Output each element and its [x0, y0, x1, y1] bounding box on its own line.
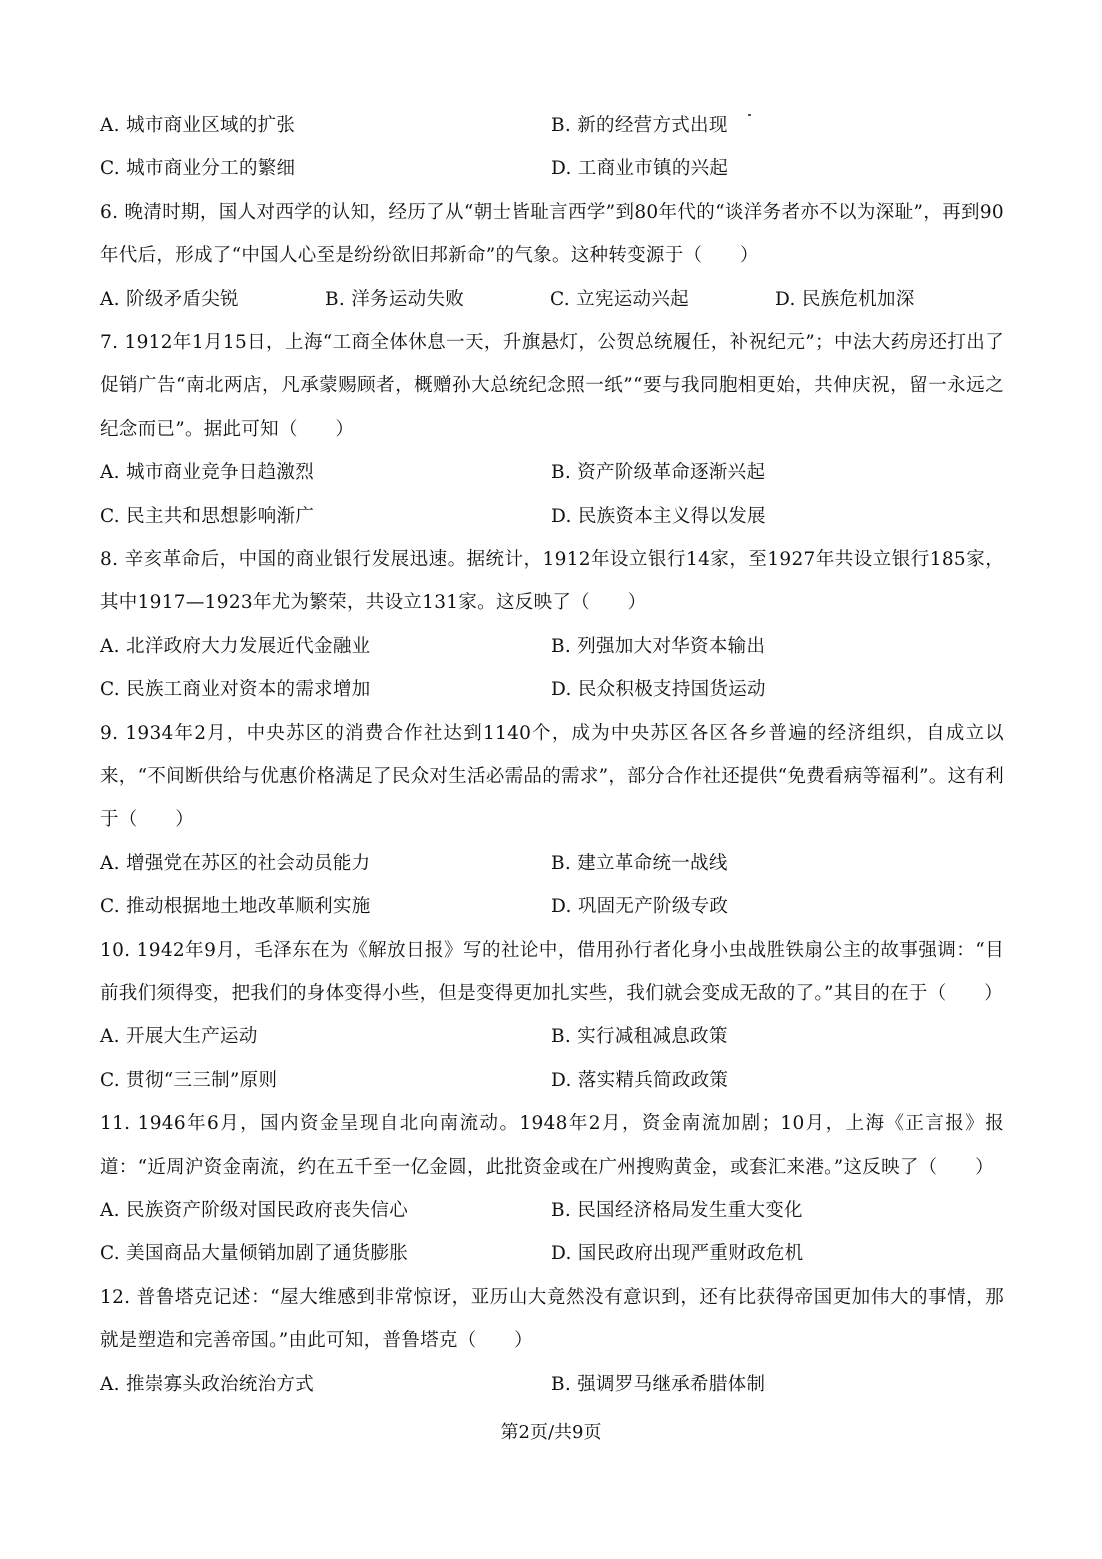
q11-stem: 11. 1946年6月，国内资金呈现自北向南流动。1948年2月，资金南流加剧；10月，上海《正言报》报道：“近周沪资金南流，约在五千至一亿金圆，此批资金或在广州搜购黄金，或套汇来港。”这反映了（ ）: [100, 1113, 1004, 1178]
q7-option-d[interactable]: D. 民族资本主义得以发展: [551, 505, 766, 527]
q6-option-a[interactable]: A. 阶级矛盾尖锐: [100, 288, 239, 310]
q9-option-c[interactable]: C. 推动根据地土地改革顺利实施: [100, 896, 371, 918]
q9-option-d[interactable]: D. 巩固无产阶级专政: [551, 896, 729, 918]
q11-option-c[interactable]: C. 美国商品大量倾销加剧了通货膨胀: [100, 1243, 409, 1265]
q11-option-a[interactable]: A. 民族资产阶级对国民政府丧失信心: [100, 1199, 409, 1221]
q12-option-b[interactable]: B. 强调罗马继承希腊体制: [551, 1373, 766, 1395]
q7-options-row-1: [100, 451, 1004, 494]
q10-option-b[interactable]: B. 实行减租减息政策: [551, 1026, 728, 1048]
q6-option-b[interactable]: B. 洋务运动失败: [325, 288, 465, 310]
q9-option-b[interactable]: B. 建立革命统一战线: [551, 852, 728, 874]
q8-stem: 8. 辛亥革命后，中国的商业银行发展迅速。据统计，1912年设立银行14家，至1927年共设立银行185家，其中1917—1923年尤为繁荣，共设立131家。这反映了（ ）: [100, 548, 1004, 614]
q8-option-c[interactable]: C. 民族工商业对资本的需求增加: [100, 679, 371, 701]
q12-options-row-1: [100, 1363, 1004, 1406]
q8-option-a[interactable]: A. 北洋政府大力发展近代金融业: [100, 635, 371, 657]
q5-option-a[interactable]: A. 城市商业区域的扩张: [100, 115, 296, 136]
q10-stem: 10. 1942年9月，毛泽东在为《解放日报》写的社论中，借用孙行者化身小虫战胜铁扇公主的故事强调：“目前我们须得变，把我们的身体变得小些，但是变得更加扎实些，我们就会变成无敌的了。”其目的在于（ ）: [100, 939, 1004, 1004]
q10-option-c[interactable]: C. 贯彻“三三制”原则: [100, 1069, 278, 1091]
q6-option-d[interactable]: D. 民族危机加深: [775, 288, 915, 310]
q12-stem: 12. 普鲁塔克记述：“屋大维感到非常惊讶，亚历山大竟然没有意识到，还有比获得帝国更加伟大的事情，那就是塑造和完善帝国。”由此可知，普鲁塔克（ ）: [100, 1286, 1004, 1352]
q10-options-row-1: [100, 1015, 1004, 1058]
q6-stem: 6. 晚清时期，国人对西学的认知，经历了从“朝士皆耻言西学”到80年代的“谈洋务者亦不以为深耻”，再到90年代后，形成了“中国人心至是纷纷欲旧邦新命”的气象。这种转变源于（ ）: [100, 201, 1004, 267]
q6-options-row: [100, 278, 1004, 321]
q5-option-b[interactable]: B. 新的经营方式出现: [551, 115, 728, 136]
q10-options-row-2: [100, 1059, 1004, 1102]
q7-option-b[interactable]: B. 资产阶级革命逐渐兴起: [551, 462, 766, 484]
page-footer: 第2页/共9页: [500, 1422, 602, 1443]
q11-option-d[interactable]: D. 国民政府出现严重财政危机: [551, 1243, 804, 1265]
q9-stem: 9. 1934年2月，中央苏区的消费合作社达到1140个，成为中央苏区各区各乡普遍的经济组织，自成立以来，“不间断供给与优惠价格满足了民众对生活必需品的需求”，部分合作社还提供“免费看病等福利”。这有利于（ ）: [100, 722, 1004, 831]
q11-options-row-1: [100, 1189, 1004, 1232]
q9-options-row-1: [100, 842, 1004, 885]
q5-options-row-2: [100, 147, 1004, 190]
q9-option-a[interactable]: A. 增强党在苏区的社会动员能力: [100, 852, 371, 874]
q11-options-row-2: [100, 1232, 1004, 1275]
q10-option-d[interactable]: D. 落实精兵简政政策: [551, 1069, 729, 1091]
q8-options-row-2: [100, 668, 1004, 711]
q11-option-b[interactable]: B. 民国经济格局发生重大变化: [551, 1199, 803, 1221]
q10-option-a[interactable]: A. 开展大生产运动: [100, 1026, 258, 1048]
q7-options-row-2: [100, 495, 1004, 538]
q8-options-row-1: [100, 625, 1004, 668]
q9-options-row-2: [100, 885, 1004, 928]
q6-option-c[interactable]: C. 立宪运动兴起: [550, 288, 689, 310]
page-content: [100, 104, 1004, 1406]
q5-option-c[interactable]: C. 城市商业分工的繁细: [100, 158, 296, 180]
q8-option-b[interactable]: B. 列强加大对华资本输出: [551, 635, 766, 657]
q12-option-a[interactable]: A. 推崇寡头政治统治方式: [100, 1373, 315, 1395]
q5-option-d[interactable]: D. 工商业市镇的兴起: [551, 158, 729, 180]
q7-option-c[interactable]: C. 民主共和思想影响渐广: [100, 505, 315, 527]
q7-stem: 7. 1912年1月15日，上海“工商全体休息一天，升旗悬灯，公贺总统履任，补祝纪元”；中法大药房还打出了促销广告“南北两店，凡承蒙赐顾者，概赠孙大总统纪念照一纸”“要与我同胞相更始，共伸庆祝，留一永远之纪念而已”。据此可知（ ）: [100, 331, 1004, 440]
q5-options-row-1: [100, 104, 1004, 147]
q8-option-d[interactable]: D. 民众积极支持国货运动: [551, 679, 766, 701]
q7-option-a[interactable]: A. 城市商业竞争日趋激烈: [100, 462, 315, 484]
